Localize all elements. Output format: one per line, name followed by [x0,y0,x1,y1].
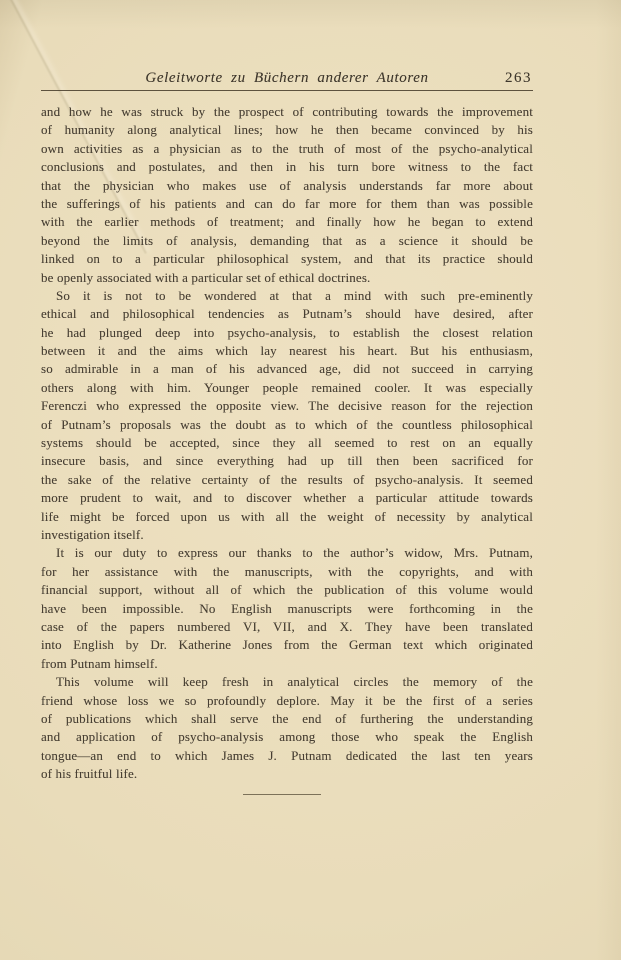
text-line: beyond the limits of analysis, demanding that as a science it should be [41,232,533,248]
page-number: 263 [505,70,532,86]
header-rule [41,90,533,91]
text-line: between it and the aims which lay nearest his heart. But his enthusiasm, [41,343,533,359]
text-line: so admirable in a man of his advanced age, did not succeed in carrying [41,361,533,377]
text-line: systems should be accepted, since they all seemed to rest on an equally [41,435,533,451]
text-line: into English by Dr. Katherine Jones from the German text which originated [41,637,533,653]
text-line: the sake of the relative certainty of the results of psycho-analysis. It seemed [41,471,533,487]
page-content [41,70,533,795]
text-line: he had plunged deep into psycho-analysis, to establish the closest relation [41,324,533,340]
text-line: It is our duty to express our thanks to the author’s widow, Mrs. Putnam, [56,545,533,561]
text-line: life might be forced upon us with all the weight of necessity by analytical [41,508,533,524]
text-line: and application of psycho-analysis among those who speak the English [41,729,533,745]
text-line: case of the papers numbered VI, VII, and X. They have been translated [41,618,533,634]
text-line: the sufferings of his patients and can do far more for them than was possible [41,195,533,211]
text-line: This volume will keep fresh in analytical circles the memory of the [56,674,533,690]
text-line: of publications which shall serve the end of furthering the understanding [41,710,533,726]
text-line: for her assistance with the manuscripts, with the copyrights, and with [41,563,533,579]
text-line: of his fruitful life. [41,766,138,782]
text-line: more prudent to wait, and to discover whether a particular attitude towards [41,490,533,506]
text-line: with the earlier methods of treatment; and finally how he began to extend [41,214,533,230]
text-line: investigation itself. [41,526,144,542]
text-line: of Putnam’s proposals was the doubt as to which of the countless philosophical [41,416,533,432]
text-line: ethical and philosophical tendencies as Putnam’s should have desired, after [41,306,533,322]
text-line: own activities as a physician as to the truth of most of the psycho-analytical [41,140,533,156]
text-line: from Putnam himself. [41,655,158,671]
text-line: and how he was struck by the prospect of contributing towards the improvement [41,104,533,119]
text-line: tongue—an end to which James J. Putnam dedicated the last ten years [41,747,533,763]
text-line: of humanity along analytical lines; how he then became convinced by his [41,122,533,138]
paragraph [41,103,533,287]
paragraph [41,673,533,783]
text-line: linked on to a particular philosophical system, and that its practice should [41,251,533,267]
text-line: be openly associated with a particular set of ethical doctrines. [41,269,371,285]
paragraph [41,544,533,673]
text-line: financial support, without all of which the publication of this volume would [41,582,533,598]
text-line: Ferenczi who expressed the opposite view. The decisive reason for the rejection [41,398,533,414]
text-line: others along with him. Younger people remained cooler. It was especially [41,379,533,395]
text-line: So it is not to be wondered at that a mind with such pre-eminently [56,287,533,303]
section-divider-rule [243,794,321,795]
text-line: that the physician who makes use of analysis understands far more about [41,177,533,193]
running-header-title: Geleitworte zu Büchern anderer Autoren [145,70,429,86]
text-line: conclusions and postulates, and then in his turn bore witness to the fact [41,159,533,175]
paragraph [41,287,533,544]
text-line: friend whose loss we so profoundly deplore. May it be the first of a series [41,692,533,708]
running-header [41,70,533,89]
text-line: insecure basis, and since everything had up till then been sacrificed for [41,453,533,469]
body-text [41,103,533,783]
text-line: have been impossible. No English manuscripts were forthcoming in the [41,600,533,616]
